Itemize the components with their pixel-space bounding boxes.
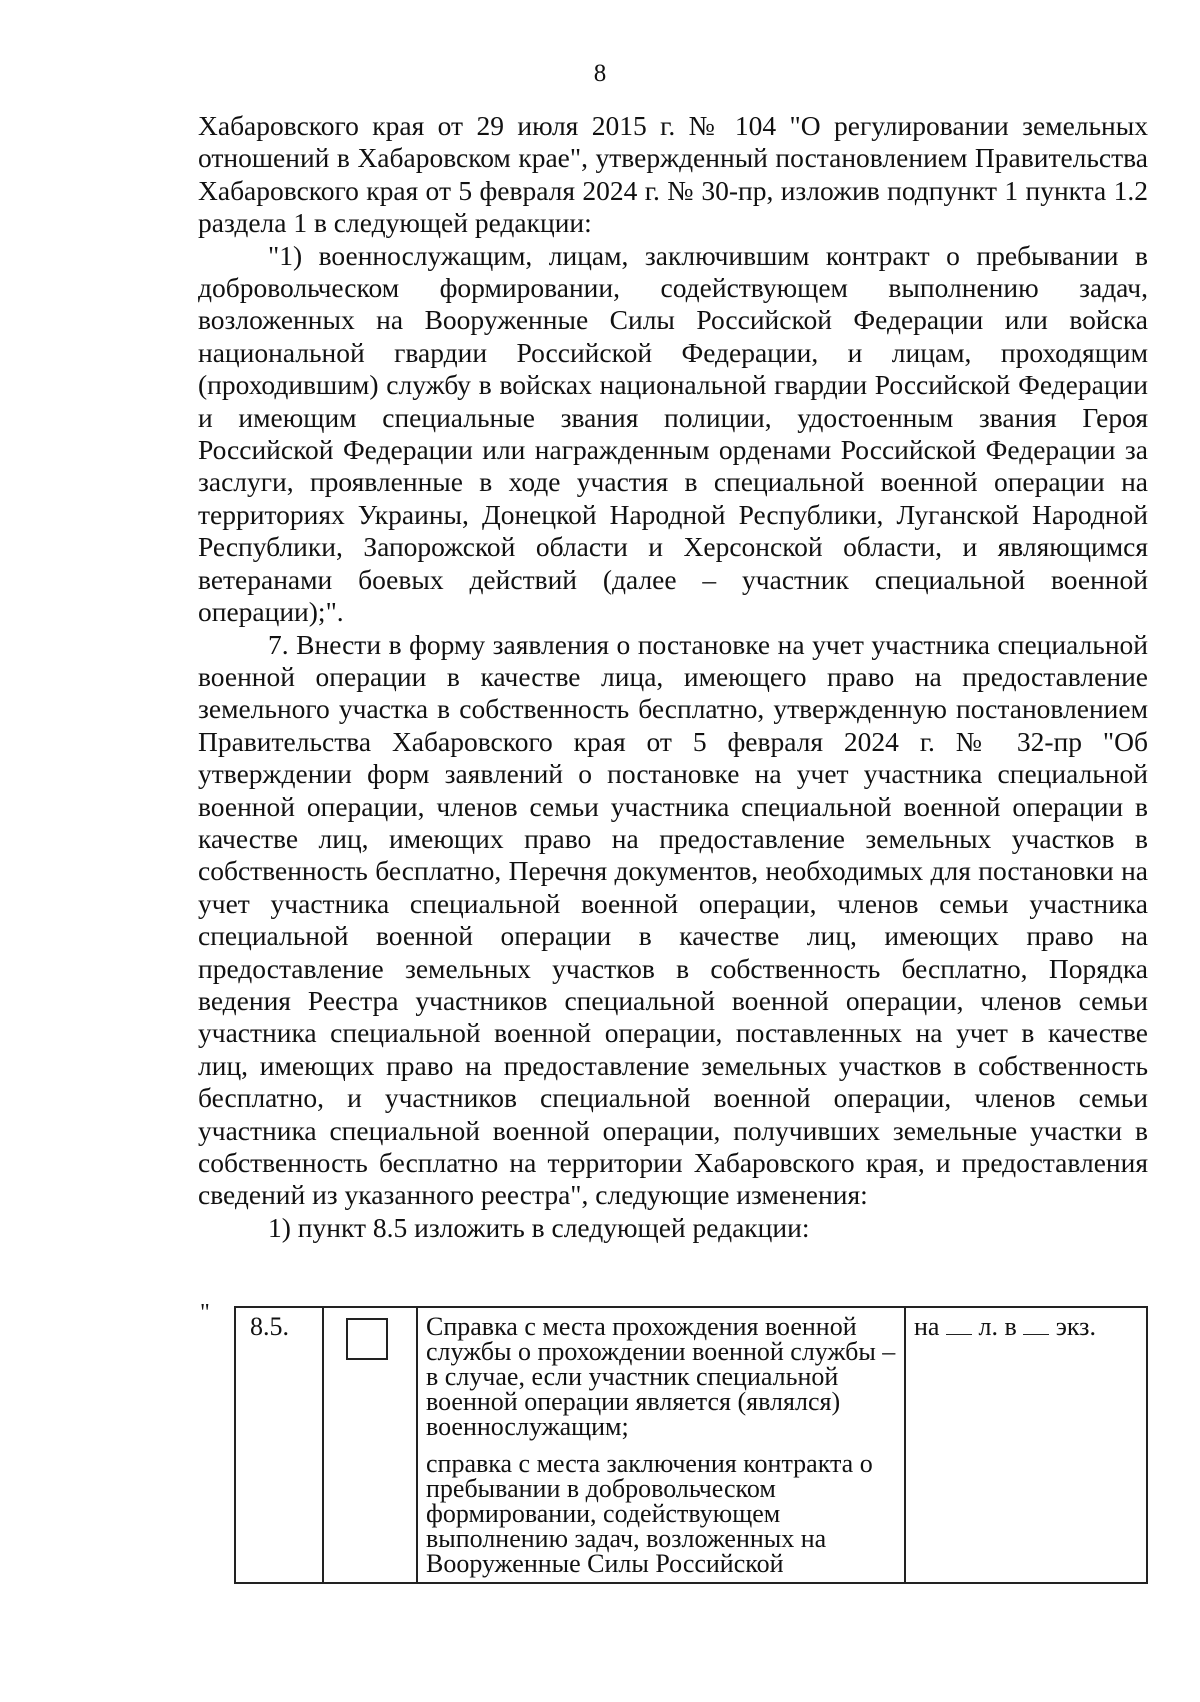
paragraph-subitem-1: 1) пункт 8.5 изложить в следующей редакции: — [268, 1211, 810, 1243]
paragraph-continuation: Хабаровского края от 29 июля 2015 г. № 104 "О регулировании земельных отношений в Хабаровском крае", утвержденный постановлением Правительства Хабаровского края от 5 февраля 2024 г. № 30-пр, изложив подпункт 1 пункта 1.2 раздела 1 в следующей редакции: — [198, 110, 1148, 239]
checkbox[interactable] — [346, 1318, 388, 1360]
table-row — [235, 1307, 1147, 1583]
document-description — [417, 1307, 905, 1583]
paragraph-item-7: 7. Внести в форму заявления о постановке на учет участника специальной военной операции в качестве лица, имеющего право на предоставление земельного участка в собственность бесплатно, утвержденную постановлением Правительства Хабаровского края от 5 февраля 2024 г. № 32-пр "Об утверждении форм заявлений о постановке на учет участника специальной военной операции, членов семьи участника специальной военной операции в качестве лиц, имеющих право на предоставление земельных участков в собственность бесплатно, Перечня документов, необходимых для постановки на учет участника специальной военной операции, членов семьи участника специальной военной операции в качестве лиц, имеющих право на предоставление земельных участков в собственность бесплатно, Порядка ведения Реестра участников специальной военной операции, членов семьи участника специальной военной операции, поставленных на учет в качестве лиц, имеющих право на предоставление земельных участков в собственность бесплатно, и участников специальной военной операции, членов семьи участника специальной военной операции, получивших земельные участки в собственность бесплатно на территории Хабаровского края, и предоставления сведений из указанного реестра", следующие изменения: — [198, 628, 1148, 1211]
copies-blank — [1023, 1334, 1049, 1335]
qty-middle: л. в — [978, 1312, 1017, 1341]
qty-suffix: экз. — [1055, 1312, 1096, 1341]
paragraph-quoted-subclause: "1) военнослужащим, лицам, заключившим контракт о пребывании в добровольческом формировании, содействующем выполнению задач, возложенных на Вооруженные Силы Российской Федерации или войска национальной гвардии Российской Федерации, и лицам, проходящим (проходившим) службу в войсках национальной гвардии Российской Федерации и имеющим специальные звания полиции, удостоенным звания Героя Российской Федерации или награжденным орденами Российской Федерации за заслуги, проявленные в ходе участия в специальной военной операции на территориях Украины, Донецкой Народной Республики, Луганской Народной Республики, Запорожской области и Херсонской области, и являющимся ветеранами боевых действий (далее – участник специальной военной операции);". — [198, 239, 1148, 628]
row-number: 8.5. — [235, 1307, 323, 1583]
page-number: 8 — [593, 60, 607, 87]
qty-prefix: на — [914, 1312, 940, 1341]
description-item: Справка с места прохождения военной службы о прохождении военной службы – в случае, если участник специальной военной операции является (являлся) военнослужащим; — [426, 1312, 896, 1441]
form-row-table — [234, 1306, 1148, 1584]
pages-blank — [946, 1334, 972, 1335]
description-item: справка с места заключения контракта о пребывании в добровольческом формировании, содействующем выполнению задач, возложенных на Вооруженные Силы Российской — [426, 1449, 873, 1578]
checkbox-cell — [323, 1307, 417, 1583]
quantity-cell — [905, 1307, 1147, 1583]
document-body — [198, 110, 1148, 1244]
opening-quote: " — [200, 1300, 210, 1326]
